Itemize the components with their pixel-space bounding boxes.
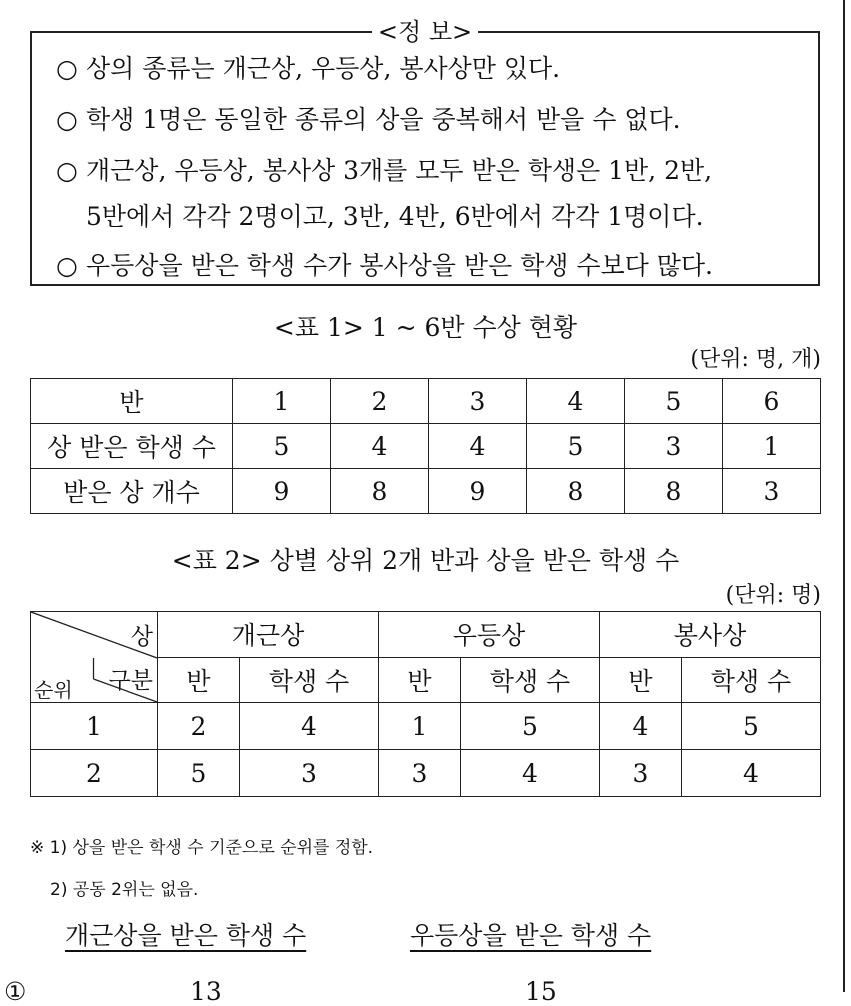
rank-cell: 1 xyxy=(31,703,158,750)
table2-unit: (단위: 명) xyxy=(725,583,821,608)
subheader-cell: 학생 수 xyxy=(461,657,600,703)
row-label: 받은 상 개수 xyxy=(31,469,233,514)
option-marker[interactable]: ① xyxy=(4,977,27,1006)
header-cell: 3 xyxy=(429,379,527,424)
award-header: 봉사상 xyxy=(600,612,821,658)
table-cell: 4 xyxy=(331,424,429,469)
info-item: ○ 상의 종류는 개근상, 우등상, 봉사상만 있다. xyxy=(56,54,561,83)
info-item: ○ 학생 1명은 동일한 종류의 상을 중복해서 받을 수 없다. xyxy=(56,105,681,134)
subheader-cell: 반 xyxy=(600,657,682,703)
table-row xyxy=(31,703,821,750)
table-cell: 3 xyxy=(600,750,682,797)
answer-header: 우등상을 받은 학생 수 xyxy=(410,921,652,950)
table-cell: 4 xyxy=(240,703,379,750)
header-cell: 4 xyxy=(527,379,625,424)
answer-header: 개근상을 받은 학생 수 xyxy=(65,921,307,950)
table-row xyxy=(31,469,821,514)
info-box xyxy=(30,18,820,286)
table-cell: 9 xyxy=(233,469,331,514)
table-cell: 4 xyxy=(682,750,821,797)
table-cell: 5 xyxy=(233,424,331,469)
corner-label-award: 상 xyxy=(130,624,153,650)
header-cell: 반 xyxy=(31,379,233,424)
header-cell: 1 xyxy=(233,379,331,424)
option-value: 15 xyxy=(525,977,557,1006)
table-cell: 3 xyxy=(625,424,723,469)
table-header-row xyxy=(31,612,821,658)
footnote: 2) 공동 2위는 없음. xyxy=(50,880,199,900)
info-item: ○ 개근상, 우등상, 봉사상 3개를 모두 받은 학생은 1반, 2반, xyxy=(56,156,713,185)
info-title: <정 보> xyxy=(32,17,818,47)
info-item-continued: 5반에서 각각 2명이고, 3반, 4반, 6반에서 각각 1명이다. xyxy=(86,202,704,231)
bullet-icon: ○ xyxy=(56,251,78,280)
table-cell: 3 xyxy=(723,469,821,514)
table1-caption: <표 1> 1 ~ 6반 수상 현황 xyxy=(273,313,578,342)
bullet-icon: ○ xyxy=(56,105,78,134)
footnote: ※ 1) 상을 받은 학생 수 기준으로 순위를 정함. xyxy=(30,838,374,858)
table-cell: 8 xyxy=(625,469,723,514)
subheader-cell: 반 xyxy=(379,657,461,703)
table-cell: 4 xyxy=(600,703,682,750)
subheader-cell: 반 xyxy=(158,657,240,703)
table-cell: 9 xyxy=(429,469,527,514)
corner-label-rank: 순위 xyxy=(34,678,73,702)
info-item: ○ 우등상을 받은 학생 수가 봉사상을 받은 학생 수보다 많다. xyxy=(56,251,713,280)
table-cell: 1 xyxy=(723,424,821,469)
table-header-row xyxy=(31,379,821,424)
award-header: 우등상 xyxy=(379,612,600,658)
header-cell: 2 xyxy=(331,379,429,424)
header-cell: 6 xyxy=(723,379,821,424)
table-cell: 5 xyxy=(682,703,821,750)
option-value: 13 xyxy=(190,977,222,1006)
subheader-cell: 학생 수 xyxy=(682,657,821,703)
bullet-icon: ○ xyxy=(56,156,78,185)
table2-caption: <표 2> 상별 상위 2개 반과 상을 받은 학생 수 xyxy=(171,546,680,575)
rank-cell: 2 xyxy=(31,750,158,797)
table-cell: 5 xyxy=(461,703,600,750)
header-cell: 5 xyxy=(625,379,723,424)
table-cell: 2 xyxy=(158,703,240,750)
table-cell: 8 xyxy=(527,469,625,514)
row-label: 상 받은 학생 수 xyxy=(31,424,233,469)
diagonal-header-cell xyxy=(31,612,158,703)
table2 xyxy=(30,611,821,797)
table-cell: 4 xyxy=(429,424,527,469)
table1 xyxy=(30,378,821,514)
table-cell: 4 xyxy=(461,750,600,797)
table-cell: 5 xyxy=(527,424,625,469)
right-margin-line xyxy=(843,0,845,992)
table-row xyxy=(31,424,821,469)
table-cell: 8 xyxy=(331,469,429,514)
award-header: 개근상 xyxy=(158,612,379,658)
table-cell: 1 xyxy=(379,703,461,750)
table-row xyxy=(31,750,821,797)
subheader-cell: 학생 수 xyxy=(240,657,379,703)
table-cell: 3 xyxy=(240,750,379,797)
corner-label-category: 구분 xyxy=(108,668,153,694)
bullet-icon: ○ xyxy=(56,54,78,83)
table1-unit: (단위: 명, 개) xyxy=(690,347,821,372)
table-cell: 3 xyxy=(379,750,461,797)
table-cell: 5 xyxy=(158,750,240,797)
